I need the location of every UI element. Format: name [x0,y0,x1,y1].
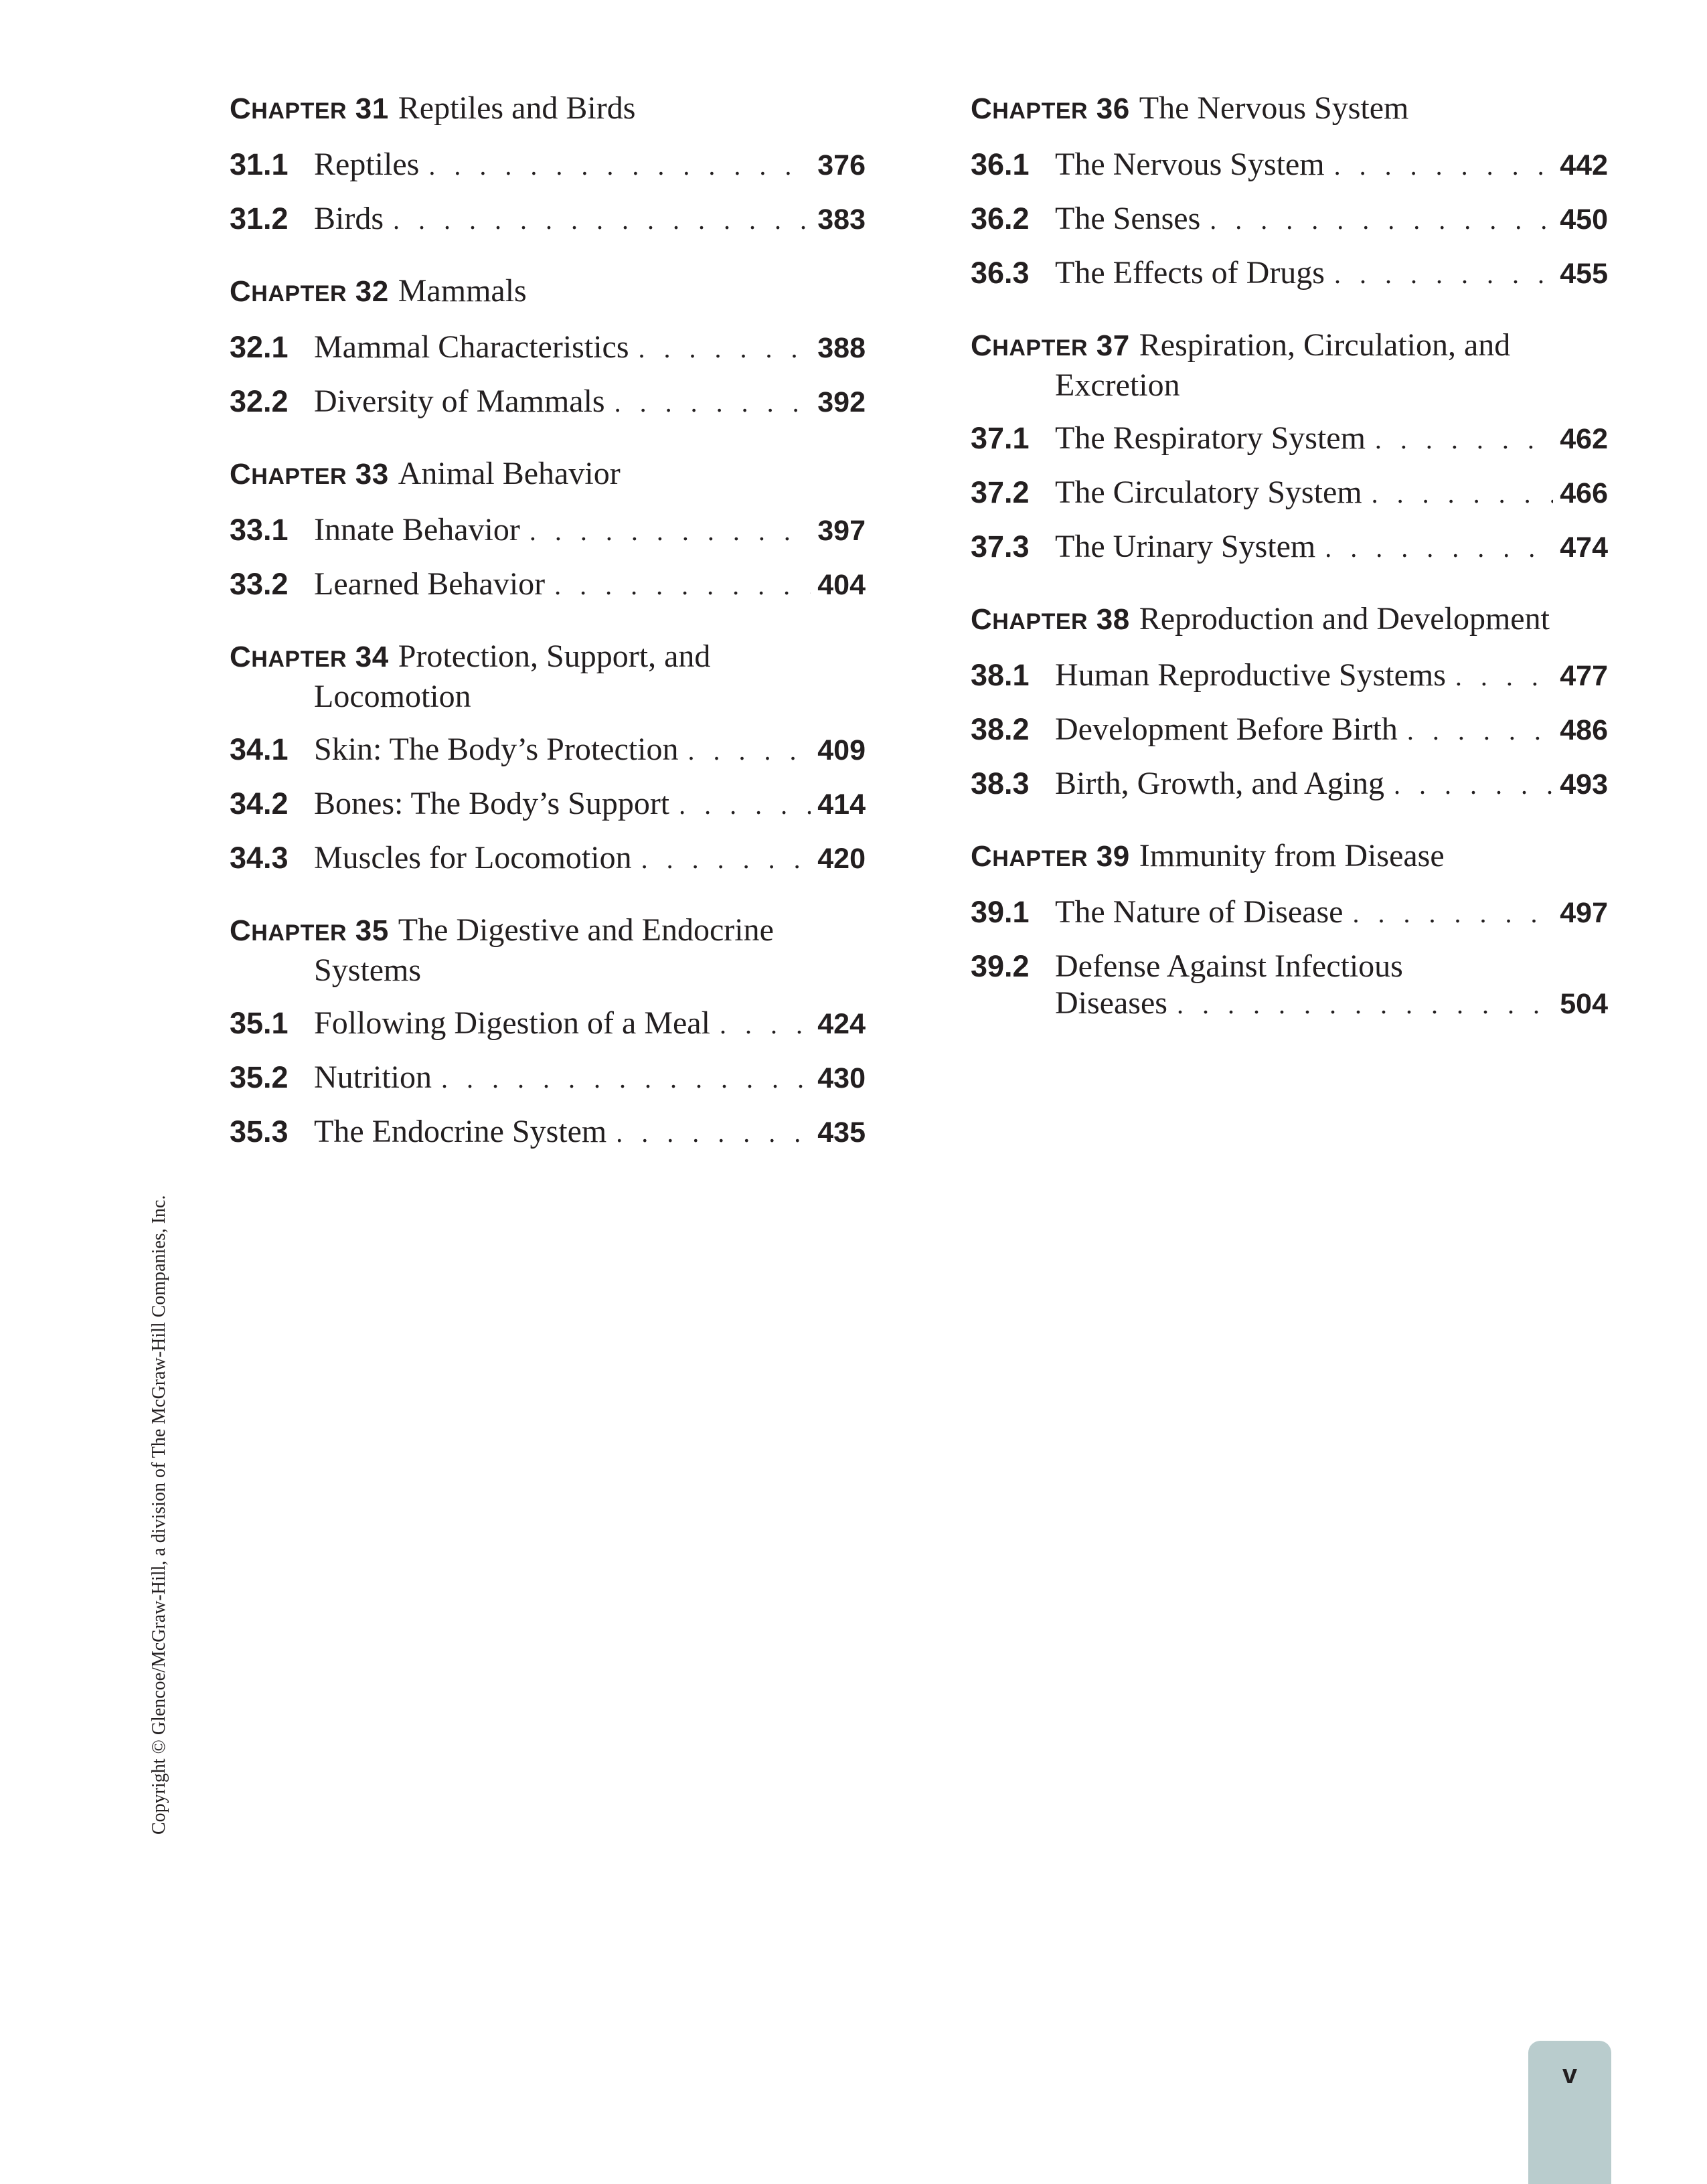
chapter-number: 37 [1088,329,1130,362]
folio-page-number: v [1562,2060,1578,2089]
toc-entry[interactable] [971,146,1608,184]
chapter-number: 38 [1088,603,1130,636]
chapter-heading [971,327,1608,404]
chapter-label-text: HAPTER [992,846,1088,871]
section-title: The Endocrine System [314,1114,607,1149]
chapter-title: The Digestive and Endocrine Systems [314,912,774,988]
toc-right-column [971,90,1608,1057]
chapter-number: 36 [1088,92,1130,125]
page-number: 486 [1560,714,1608,746]
page-tab [1528,2041,1611,2184]
page-number: 388 [817,332,866,364]
chapter-title: Protection, Support, and Locomotion [314,639,711,714]
dot-leader [1455,658,1553,695]
section-title: Following Digestion of a Meal [314,1005,710,1041]
section-title: The Urinary System [1055,529,1316,564]
dot-leader [1372,475,1554,512]
section-title: The Circulatory System [1055,475,1362,510]
chapter-label: CHAPTER 39 [971,840,1130,873]
section-number: 31.1 [230,147,289,181]
dot-leader [1375,421,1553,458]
chapter-label-text: HAPTER [992,335,1088,361]
dot-leader [1325,529,1553,566]
page-number: 397 [817,515,866,547]
section-title: The Nervous System [1055,147,1325,182]
toc-entry[interactable] [230,839,866,877]
toc-entry[interactable] [230,785,866,823]
chapter-number: 35 [347,914,389,947]
toc-entry[interactable] [971,765,1608,803]
section-number: 36.2 [971,201,1030,236]
section-title: Development Before Birth [1055,711,1398,747]
toc-entry[interactable] [230,1005,866,1043]
section-number: 37.1 [971,421,1030,455]
toc-entry[interactable] [971,474,1608,512]
section-title: The Effects of Drugs [1055,255,1325,290]
section-title: Reptiles [314,147,420,182]
chapter-title: Immunity from Disease [1139,838,1445,873]
section-number: 33.2 [230,567,289,601]
chapter-heading [971,837,1608,877]
toc-entry[interactable] [230,566,866,604]
page-number: 424 [817,1008,866,1040]
section-title: Diversity of Mammals [314,384,605,419]
section-title: The Respiratory System [1055,420,1366,456]
section-number: 34.1 [230,732,289,766]
toc-entry[interactable] [230,1113,866,1151]
dot-leader [1352,895,1553,932]
toc-entry[interactable] [971,200,1608,238]
toc-entry[interactable] [230,511,866,550]
page-number: 383 [817,203,866,236]
chapter-label: CHAPTER 38 [971,603,1130,636]
section-title: Human Reproductive Systems [1055,657,1446,693]
toc-entry[interactable] [971,711,1608,749]
section-title: Birth, Growth, and Aging [1055,766,1384,801]
chapter-label: CHAPTER 32 [230,275,389,308]
dot-leader [530,513,811,550]
section-number: 35.1 [230,1006,289,1040]
page-number: 450 [1560,203,1608,236]
page-number: 435 [817,1116,866,1149]
section-number: 34.3 [230,841,289,875]
chapter-label-text: HAPTER [251,281,347,307]
toc-entry[interactable] [230,1059,866,1097]
chapter-title: Animal Behavior [398,456,621,491]
chapter-title: The Nervous System [1139,90,1409,126]
section-number: 34.2 [230,786,289,821]
section-number: 38.1 [971,658,1030,692]
chapter-label: CHAPTER 37 [971,329,1130,362]
page-number: 420 [817,843,866,875]
chapter-heading [971,600,1608,641]
dot-leader [1394,766,1553,803]
page-number: 455 [1560,258,1608,290]
chapter-number: 31 [347,92,389,125]
toc-entry[interactable] [230,146,866,184]
chapter-number: 34 [347,641,389,673]
chapter-label: CHAPTER 35 [230,914,389,947]
section-title: Defense Against Infectious [1055,948,1403,984]
dot-leader [428,147,811,184]
page-number: 504 [1560,988,1608,1020]
section-number: 38.3 [971,766,1030,801]
chapter-number: 39 [1088,840,1130,873]
chapter-title: Mammals [398,273,527,309]
page-number: 409 [817,734,866,766]
chapter-heading [230,272,866,313]
section-number: 36.1 [971,147,1030,181]
toc-entry[interactable] [971,254,1608,292]
section-number: 38.2 [971,712,1030,746]
section-title: Nutrition [314,1060,432,1095]
section-number: 37.3 [971,529,1030,564]
dot-leader [1210,201,1553,238]
toc-entry[interactable] [971,420,1608,458]
copyright-notice: Copyright © Glencoe/McGraw-Hill, a division of The McGraw-Hill Companies, Inc. [149,1195,169,1835]
page-number: 493 [1560,768,1608,801]
section-title: Innate Behavior [314,512,520,548]
section-number: 32.1 [230,330,289,364]
page-number: 414 [817,788,866,821]
dot-leader [1334,256,1553,292]
dot-leader [1177,986,1553,1023]
section-number: 32.2 [230,384,289,418]
section-title: Bones: The Body’s Support [314,786,670,821]
page-number: 466 [1560,477,1608,509]
toc-entry[interactable] [971,657,1608,695]
section-title: The Nature of Disease [1055,894,1344,930]
section-number: 36.3 [971,256,1030,290]
toc-entry[interactable] [230,329,866,367]
dot-leader [554,567,811,604]
dot-leader [1334,147,1554,184]
chapter-heading [230,638,866,715]
page-number: 430 [817,1062,866,1094]
dot-leader [720,1006,811,1043]
dot-leader [679,786,811,823]
toc-entry[interactable] [971,894,1608,932]
toc-entry[interactable] [971,528,1608,566]
chapter-heading [230,912,866,989]
chapter-title: Reproduction and Development [1139,601,1550,637]
section-title-continued: Diseases [1055,985,1167,1021]
chapter-label-text: HAPTER [992,98,1088,124]
chapter-label: CHAPTER 34 [230,641,389,673]
chapter-title: Reptiles and Birds [398,90,636,126]
page-number: 376 [817,149,866,181]
toc-entry[interactable] [971,948,1608,1023]
chapter-label-text: HAPTER [992,609,1088,635]
toc-entry[interactable] [230,383,866,421]
section-title: Birds [314,201,384,236]
chapter-title: Respiration, Circulation, and Excretion [1055,327,1511,403]
chapter-label: CHAPTER 31 [230,92,389,125]
dot-leader [639,330,811,367]
chapter-heading [230,90,866,130]
page-number: 474 [1560,531,1608,564]
dot-leader [615,384,811,421]
dot-leader [1407,712,1553,749]
section-number: 35.2 [230,1060,289,1094]
chapter-heading [971,90,1608,130]
section-title: Mammal Characteristics [314,329,629,365]
dot-leader [641,841,811,877]
section-title: Muscles for Locomotion [314,840,632,875]
section-number: 39.1 [971,895,1030,929]
page-number: 442 [1560,149,1608,181]
chapter-label-text: HAPTER [251,464,347,489]
page-number: 462 [1560,423,1608,455]
section-title: Learned Behavior [314,566,546,602]
page-number: 477 [1560,660,1608,692]
chapter-label: CHAPTER 36 [971,92,1130,125]
chapter-number: 32 [347,275,389,308]
section-title: The Senses [1055,201,1201,236]
dot-leader [687,732,811,769]
section-number: 31.2 [230,201,289,236]
chapter-label: CHAPTER 33 [230,458,389,491]
section-number: 33.1 [230,513,289,547]
chapter-number: 33 [347,458,389,491]
section-number: 35.3 [230,1114,289,1149]
page-number: 497 [1560,897,1608,929]
chapter-heading [230,455,866,495]
chapter-label-text: HAPTER [251,647,347,672]
chapter-label-text: HAPTER [251,920,347,946]
page-number: 404 [817,569,866,601]
section-title: Skin: The Body’s Protection [314,732,679,767]
section-number: 37.2 [971,475,1030,509]
chapter-label-text: HAPTER [251,98,347,124]
toc-left-column [230,90,866,1185]
dot-leader [393,201,811,238]
dot-leader [441,1060,811,1097]
toc-entry[interactable] [230,731,866,769]
dot-leader [616,1114,811,1151]
toc-entry[interactable] [230,200,866,238]
page-number: 392 [817,386,866,418]
section-number: 39.2 [971,949,1030,983]
